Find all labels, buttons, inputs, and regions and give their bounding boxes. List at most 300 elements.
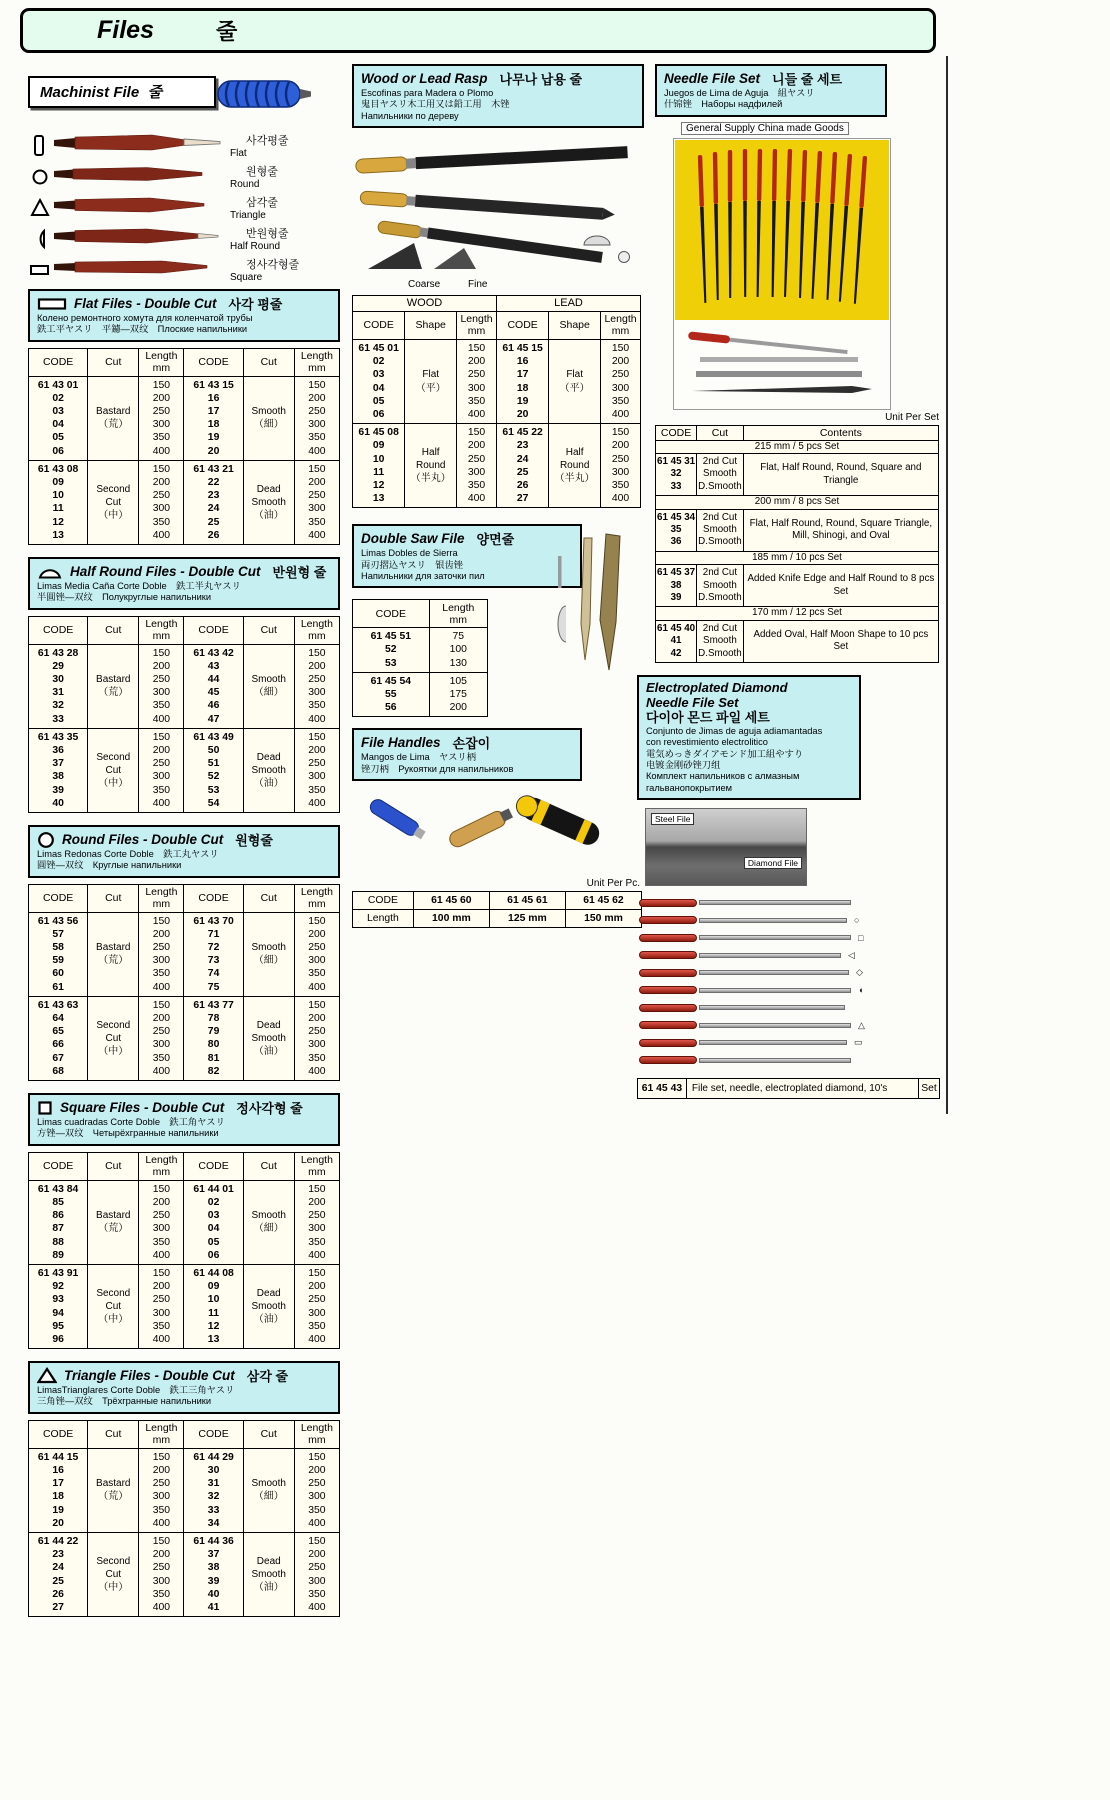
column-header: Cut xyxy=(88,348,139,376)
table-row xyxy=(29,996,340,1080)
column-header: Length mm xyxy=(294,1420,339,1448)
section-header xyxy=(28,557,340,610)
saw-subtitle: Напильники для заточки пил xyxy=(361,570,485,581)
code-cell: 61 45 40 41 42 xyxy=(656,620,697,662)
saw-subtitle: 両刃摺込ヤスリ 银齿锉 xyxy=(361,559,464,570)
diamond-subtitle: Комплект напильников с алмазным xyxy=(646,771,800,782)
length-cell: 150 200 250 300 350 400 xyxy=(139,1180,184,1264)
cut-cell: Dead Smooth （油） xyxy=(243,728,294,812)
table-row xyxy=(29,728,340,812)
section-title-korean: 삼각 줄 xyxy=(246,1369,289,1385)
set-size-header: 215 mm / 5 pcs Set xyxy=(656,440,939,453)
section-subtitle: 半圓锉―双纹 Полукруглые напильники xyxy=(37,592,212,603)
section-title: Round Files - Double Cut xyxy=(62,832,224,848)
cut-cell: 2nd Cut Smooth D.Smooth xyxy=(697,565,744,607)
column-header: Cut xyxy=(243,616,294,644)
fine-label: Fine xyxy=(468,278,488,290)
machinist-title: Machinist File xyxy=(40,84,140,101)
table-row xyxy=(656,454,939,496)
file-label-english: Triangle xyxy=(230,210,266,221)
cut-cell: Dead Smooth （油） xyxy=(243,1532,294,1616)
section-subtitle: 鉄工平ヤスリ 平鑢―双纹 Плоские напильники xyxy=(37,324,248,335)
length-cell: 150 200 250 300 350 400 xyxy=(139,912,184,996)
page-title-korean: 줄 xyxy=(215,19,238,44)
cross-section-shape-icon: ◇ xyxy=(856,967,863,978)
cross-section-shape-icon: ▭ xyxy=(854,1037,863,1048)
section-subtitles xyxy=(37,313,331,336)
table-row xyxy=(29,1264,340,1348)
rasp-title-korean: 나무나 납용 줄 xyxy=(499,72,583,87)
saw-title: Double Saw File xyxy=(361,531,465,547)
value-cell: 61 45 60 xyxy=(413,892,489,910)
unit-cell: Set xyxy=(919,1078,940,1098)
file-label-korean: 원형줄 xyxy=(246,166,278,178)
contents-cell: Flat, Half Round, Round, Square and Triangle xyxy=(743,454,938,496)
column-header: CODE xyxy=(29,348,88,376)
table-row xyxy=(656,565,939,607)
cross-section-shape-icon: ○ xyxy=(854,915,860,926)
file-handle xyxy=(639,1039,697,1047)
value-cell: 61 45 61 xyxy=(489,892,565,910)
diamond-needle-file xyxy=(639,894,879,912)
diamond-needle-file xyxy=(639,946,879,964)
code-cell: 61 43 91 92 93 94 95 96 xyxy=(29,1264,88,1348)
cut-cell: 2nd Cut Smooth D.Smooth xyxy=(697,454,744,496)
column-header: Length mm xyxy=(139,884,184,912)
machinist-file-header xyxy=(28,76,340,124)
code-cell: 61 43 63 64 65 66 67 68 xyxy=(29,996,88,1080)
file-blade xyxy=(699,953,841,958)
code-cell: 61 45 15 16 17 18 19 20 xyxy=(496,339,548,423)
section-subtitle: 圓锉―双纹 Круглые напильники xyxy=(37,860,182,871)
row-header-cell: Length xyxy=(353,910,414,928)
table-row xyxy=(353,672,488,717)
file-label-korean: 사각평줄 xyxy=(246,135,289,147)
machinist-file-list xyxy=(28,124,340,289)
needle-title: Needle File Set xyxy=(664,71,761,86)
saw-title-korean: 양면줄 xyxy=(476,532,515,548)
cut-cell: Second Cut （中） xyxy=(88,1264,139,1348)
column-header: Cut xyxy=(243,1420,294,1448)
code-cell: 61 43 56 57 58 59 60 61 xyxy=(29,912,88,996)
file-handle xyxy=(639,934,697,942)
round-files-icon xyxy=(37,831,55,849)
diamond-needle-file xyxy=(639,999,879,1017)
rasp-table xyxy=(352,295,641,508)
column-header: Cut xyxy=(88,1152,139,1180)
needle-title-korean: 니들 줄 세트 xyxy=(772,72,843,87)
triangle-files-icon xyxy=(37,1367,57,1384)
table-row xyxy=(353,892,642,910)
handles-header xyxy=(352,728,582,781)
rasp-subtitle: Напильники по дереву xyxy=(361,110,459,121)
cut-cell: Second Cut （中） xyxy=(88,996,139,1080)
page-edge-line xyxy=(946,56,948,1114)
half-round-files-icon xyxy=(37,564,63,580)
cross-section-shape-icon: △ xyxy=(858,1019,865,1030)
file-handle xyxy=(639,899,697,907)
column-header: Cut xyxy=(243,348,294,376)
cut-cell: Bastard （荒） xyxy=(88,376,139,460)
file-blade xyxy=(699,900,851,905)
length-cell: 150 200 250 300 350 400 xyxy=(139,460,184,544)
file-handle xyxy=(639,951,697,959)
file-section xyxy=(28,557,340,813)
general-supply-caption: General Supply China made Goods xyxy=(681,122,849,135)
section-title-korean: 원형줄 xyxy=(235,833,273,849)
code-cell: 61 43 84 85 86 87 88 89 xyxy=(29,1180,88,1264)
file-size-table xyxy=(28,1420,340,1617)
file-handle xyxy=(639,1021,697,1029)
length-cell: 150 200 250 300 350 400 xyxy=(139,1532,184,1616)
length-cell: 150 200 250 300 350 400 xyxy=(294,728,339,812)
diamond-title-korean: 다이아 몬드 파일 세트 xyxy=(646,710,770,726)
length-cell: 150 200 250 300 350 400 xyxy=(139,996,184,1080)
value-cell: 150 mm xyxy=(565,910,641,928)
rasp-header xyxy=(352,64,644,128)
column-header: CODE xyxy=(353,311,405,339)
column-header: Shape xyxy=(405,311,457,339)
section-title: Flat Files - Double Cut xyxy=(74,296,217,311)
table-row xyxy=(656,440,939,453)
file-size-table xyxy=(28,1152,340,1349)
square-file-image xyxy=(52,255,228,284)
steel-diamond-file-photo xyxy=(645,808,807,886)
machinist-row-triangle xyxy=(28,192,340,223)
machinist-file-title-box xyxy=(28,76,216,108)
diamond-needle-file xyxy=(639,1034,879,1052)
section-header xyxy=(28,825,340,878)
length-cell: 150 200 250 300 350 400 xyxy=(294,912,339,996)
section-subtitles xyxy=(37,581,331,604)
diamond-subtitle: con revestimiento electrolitico xyxy=(646,737,768,748)
cut-cell: Second Cut （中） xyxy=(88,728,139,812)
diamond-needle-file xyxy=(639,981,879,999)
column-header: CODE xyxy=(29,616,88,644)
length-cell: 150 200 250 300 350 400 xyxy=(294,1180,339,1264)
column-header: Cut xyxy=(88,884,139,912)
handles-subtitle: Mangos de Lima ヤスリ柄 xyxy=(361,752,477,763)
code-cell: 61 43 21 22 23 24 25 26 xyxy=(184,460,243,544)
section-subtitle: Limas cuadradas Corte Doble 鉄工角ヤスリ xyxy=(37,1117,225,1128)
right-column xyxy=(637,64,945,1099)
file-section xyxy=(28,289,340,545)
file-label-korean: 정사각형줄 xyxy=(246,259,300,271)
code-cell: 61 43 08 09 10 11 12 13 xyxy=(29,460,88,544)
diamond-needle-files-image xyxy=(639,894,879,1069)
column-header: Length mm xyxy=(294,616,339,644)
diamond-set-table xyxy=(637,1078,940,1099)
code-cell: 61 44 36 37 38 39 40 41 xyxy=(184,1532,243,1616)
file-section xyxy=(28,1093,340,1349)
file-label-korean: 반원형줄 xyxy=(246,228,289,240)
needle-subtitle: 什锦锉 Наборы надфилей xyxy=(664,99,783,110)
code-cell: 61 43 42 43 44 45 46 47 xyxy=(184,644,243,728)
left-column xyxy=(28,76,340,1629)
diamond-header xyxy=(637,675,861,800)
saw-subtitle: Limas Dobles de Sierra xyxy=(361,548,458,559)
section-header xyxy=(28,1361,340,1414)
file-label-english: Square xyxy=(230,272,263,283)
description-cell: File set, needle, electroplated diamond, 10's xyxy=(686,1078,918,1098)
column-header: Length mm xyxy=(429,600,487,628)
cut-cell: Second Cut （中） xyxy=(88,460,139,544)
column-header: CODE xyxy=(184,348,243,376)
column-header: Cut xyxy=(697,425,744,440)
diamond-needle-file xyxy=(639,964,879,982)
column-header: Length mm xyxy=(139,348,184,376)
cut-cell: Second Cut （中） xyxy=(88,1532,139,1616)
code-cell: 61 45 34 35 36 xyxy=(656,509,697,551)
code-cell: 61 43 70 71 72 73 74 75 xyxy=(184,912,243,996)
code-cell: 61 44 15 16 17 18 19 20 xyxy=(29,1448,88,1532)
column-header: CODE xyxy=(496,311,548,339)
diamond-title-line2: Needle File Set xyxy=(646,695,739,711)
code-cell: 61 43 35 36 37 38 39 40 xyxy=(29,728,88,812)
section-title-korean: 사각 평줄 xyxy=(228,297,283,312)
code-cell: 61 43 28 29 30 31 32 33 xyxy=(29,644,88,728)
code-cell: 61 45 54 55 56 xyxy=(353,672,430,717)
file-handles-image xyxy=(358,785,644,876)
needle-subtitle: Juegos de Lima de Aguja 組ヤスリ xyxy=(664,88,815,98)
file-size-table xyxy=(28,884,340,1081)
length-cell: 150 200 250 300 350 400 xyxy=(294,996,339,1080)
saw-header xyxy=(352,524,582,588)
handles-subtitle: 锉刀柄 Рукоятки для напильников xyxy=(361,763,514,774)
diamond-needle-file xyxy=(639,911,879,929)
set-size-header: 185 mm / 10 pcs Set xyxy=(656,551,939,564)
triangle-section-shape-icon xyxy=(28,197,52,219)
cut-cell: Smooth （細） xyxy=(243,1448,294,1532)
unit-per-set-label: Unit Per Set xyxy=(885,411,939,423)
length-cell: 150 200 250 300 350 400 xyxy=(139,728,184,812)
code-cell: 61 43 15 16 17 18 19 20 xyxy=(184,376,243,460)
column-header: Length mm xyxy=(294,348,339,376)
needle-header xyxy=(655,64,887,117)
code-cell: 61 44 01 02 03 04 05 06 xyxy=(184,1180,243,1264)
table-row xyxy=(353,910,642,928)
cross-section-shape-icon: □ xyxy=(858,932,864,943)
column-header: CODE xyxy=(29,1152,88,1180)
code-cell: 61 44 22 23 24 25 26 27 xyxy=(29,1532,88,1616)
row-header-cell: CODE xyxy=(353,892,414,910)
cut-cell: Bastard （荒） xyxy=(88,644,139,728)
table-row xyxy=(353,339,641,423)
cut-cell: 2nd Cut Smooth D.Smooth xyxy=(697,620,744,662)
length-cell: 75 100 130 xyxy=(429,628,487,673)
machinist-title-korean: 줄 xyxy=(147,84,163,101)
length-cell: 150 200 250 300 350 400 xyxy=(601,424,641,508)
coarse-label: Coarse xyxy=(408,278,441,290)
file-size-table xyxy=(28,348,340,545)
file-label-english: Flat xyxy=(230,148,247,159)
code-cell: 61 45 51 52 53 xyxy=(353,628,430,673)
column-header: CODE xyxy=(29,884,88,912)
cut-cell: Bastard （荒） xyxy=(88,912,139,996)
file-label-english: Half Round xyxy=(230,241,281,252)
file-handle xyxy=(639,1056,697,1064)
table-row xyxy=(656,496,939,509)
cut-cell: Smooth （細） xyxy=(243,1180,294,1264)
rasp-subtitle: 鬼目ヤスリ木工用又は鉛工用 木锉 xyxy=(361,99,510,110)
column-header: CODE xyxy=(29,1420,88,1448)
file-section xyxy=(28,1361,340,1617)
file-handle xyxy=(639,969,697,977)
length-cell: 150 200 250 300 350 400 xyxy=(139,1448,184,1532)
section-subtitle: Колено ремонтного хомута для коленчатой трубы xyxy=(37,313,253,323)
handles-table xyxy=(352,891,642,928)
length-cell: 150 200 250 300 350 400 xyxy=(139,1264,184,1348)
length-cell: 105 175 200 xyxy=(429,672,487,717)
diamond-needle-file xyxy=(639,929,879,947)
diamond-subtitle: 电镀金刚砂锉刀组 xyxy=(646,759,721,770)
cut-cell: Bastard （荒） xyxy=(88,1448,139,1532)
table-row xyxy=(29,376,340,460)
middle-column xyxy=(352,64,644,928)
cross-section-shape-icon: ◁ xyxy=(848,949,855,960)
file-blade xyxy=(699,988,851,993)
unit-per-pc-label: Unit Per Pc. xyxy=(586,878,640,890)
length-cell: 150 200 250 300 350 400 xyxy=(457,424,497,508)
cross-section-shape-icon: ◖ xyxy=(858,985,864,996)
needle-file-set-photo xyxy=(673,138,891,410)
round-file-image xyxy=(52,162,228,191)
column-header: Length mm xyxy=(601,311,641,339)
section-title-korean: 정사각형 줄 xyxy=(236,1101,303,1117)
diamond-subtitle: гальванопокрытием xyxy=(646,782,733,793)
section-title: Square Files - Double Cut xyxy=(60,1100,225,1116)
file-blade xyxy=(699,935,851,940)
column-header: Shape xyxy=(549,311,601,339)
cut-cell: Dead Smooth （油） xyxy=(243,460,294,544)
handles-title: File Handles xyxy=(361,735,441,751)
table-row xyxy=(29,912,340,996)
section-title-korean: 반원형 줄 xyxy=(272,565,327,581)
column-header: Cut xyxy=(88,616,139,644)
cut-cell: Dead Smooth （油） xyxy=(243,996,294,1080)
length-cell: 150 200 250 300 350 400 xyxy=(294,1532,339,1616)
flat-section-shape-icon xyxy=(28,134,52,158)
section-subtitle: 三角锉―双纹 Трёхгранные напильники xyxy=(37,1396,212,1407)
column-header: Cut xyxy=(88,1420,139,1448)
saw-file-section xyxy=(352,524,644,717)
saw-table xyxy=(352,599,488,717)
file-blade xyxy=(699,1005,845,1010)
blue-rasp-image xyxy=(216,74,312,119)
table-row xyxy=(353,628,488,673)
code-cell: 61 44 29 30 31 32 33 34 xyxy=(184,1448,243,1532)
code-cell: 61 45 22 23 24 25 26 27 xyxy=(496,424,548,508)
table-row xyxy=(638,1078,940,1098)
column-header: Length mm xyxy=(294,884,339,912)
section-subtitle: 方锉―双纹 Четырёхгранные напильники xyxy=(37,1128,219,1139)
file-blade xyxy=(699,1058,851,1063)
contents-cell: Added Knife Edge and Half Round to 8 pcs Set xyxy=(743,565,938,607)
page-title: Files xyxy=(97,16,154,44)
section-title: Half Round Files - Double Cut xyxy=(70,564,261,580)
table-row xyxy=(29,1448,340,1532)
table-group-header: WOOD xyxy=(353,295,497,311)
column-header: Length mm xyxy=(139,1152,184,1180)
column-header: CODE xyxy=(184,1152,243,1180)
column-header: CODE xyxy=(184,616,243,644)
column-header: Length mm xyxy=(139,1420,184,1448)
code-cell: 61 45 01 02 03 04 05 06 xyxy=(353,339,405,423)
cut-cell: Bastard （荒） xyxy=(88,1180,139,1264)
machinist-row-half-round xyxy=(28,223,340,254)
table-row xyxy=(656,607,939,620)
diamond-subtitle: 電気めっきダイアモンド加工組やすり xyxy=(646,748,804,759)
table-row xyxy=(353,424,641,508)
diamond-title-line1: Electroplated Diamond xyxy=(646,680,788,696)
table-row xyxy=(656,620,939,662)
code-cell: 61 44 08 09 10 11 12 13 xyxy=(184,1264,243,1348)
diamond-subtitle: Conjunto de Jimas de aguja adiamantadas xyxy=(646,726,823,737)
code-cell: 61 43 49 50 51 52 53 54 xyxy=(184,728,243,812)
half-round-section-shape-icon xyxy=(28,228,52,250)
file-section xyxy=(28,825,340,1081)
code-cell: 61 45 31 32 33 xyxy=(656,454,697,496)
section-subtitles xyxy=(37,1117,331,1140)
handles-title-korean: 손잡이 xyxy=(452,736,491,752)
steel-file-label: Steel File xyxy=(651,813,694,825)
flat-file-image xyxy=(52,130,228,161)
cut-cell: Smooth （細） xyxy=(243,644,294,728)
cut-cell: Half Round （半丸） xyxy=(405,424,457,508)
machinist-row-square xyxy=(28,254,340,285)
file-blade xyxy=(699,918,847,923)
section-title: Triangle Files - Double Cut xyxy=(64,1368,235,1384)
table-group-header: LEAD xyxy=(496,295,640,311)
table-row xyxy=(656,509,939,551)
length-cell: 150 200 250 300 350 400 xyxy=(294,1264,339,1348)
page-title-banner xyxy=(20,8,936,53)
section-subtitle: Limas Media Caña Corte Doble 鉄工半丸ヤスリ xyxy=(37,581,241,592)
file-blade xyxy=(699,1040,847,1045)
column-header: Cut xyxy=(243,884,294,912)
cut-cell: Half Round （半丸） xyxy=(549,424,601,508)
cut-cell: Flat （平） xyxy=(549,339,601,423)
code-cell: 61 45 37 38 39 xyxy=(656,565,697,607)
column-header: Length mm xyxy=(294,1152,339,1180)
section-subtitles xyxy=(37,1385,331,1408)
cut-cell: Smooth （細） xyxy=(243,912,294,996)
set-size-header: 170 mm / 12 pcs Set xyxy=(656,607,939,620)
half-round-file-image xyxy=(52,224,228,253)
table-row xyxy=(656,551,939,564)
value-cell: 61 45 62 xyxy=(565,892,641,910)
file-label-english: Round xyxy=(230,179,260,190)
section-subtitles xyxy=(37,849,331,872)
section-header xyxy=(28,1093,340,1146)
column-header: CODE xyxy=(656,425,697,440)
contents-cell: Flat, Half Round, Round, Square Triangle, Mill, Shinogi, and Oval xyxy=(743,509,938,551)
file-sections xyxy=(28,289,340,1617)
value-cell: 100 mm xyxy=(413,910,489,928)
column-header: Length mm xyxy=(457,311,497,339)
file-handle xyxy=(639,916,697,924)
file-handles-section xyxy=(352,728,644,928)
cut-cell: 2nd Cut Smooth D.Smooth xyxy=(697,509,744,551)
set-size-header: 200 mm / 8 pcs Set xyxy=(656,496,939,509)
value-cell: 125 mm xyxy=(489,910,565,928)
triangle-file-image xyxy=(52,193,228,222)
diamond-needle-file xyxy=(639,1051,879,1069)
length-cell: 150 200 250 300 350 400 xyxy=(294,376,339,460)
table-row xyxy=(29,1532,340,1616)
column-header: CODE xyxy=(184,884,243,912)
length-cell: 150 200 250 300 350 400 xyxy=(294,644,339,728)
